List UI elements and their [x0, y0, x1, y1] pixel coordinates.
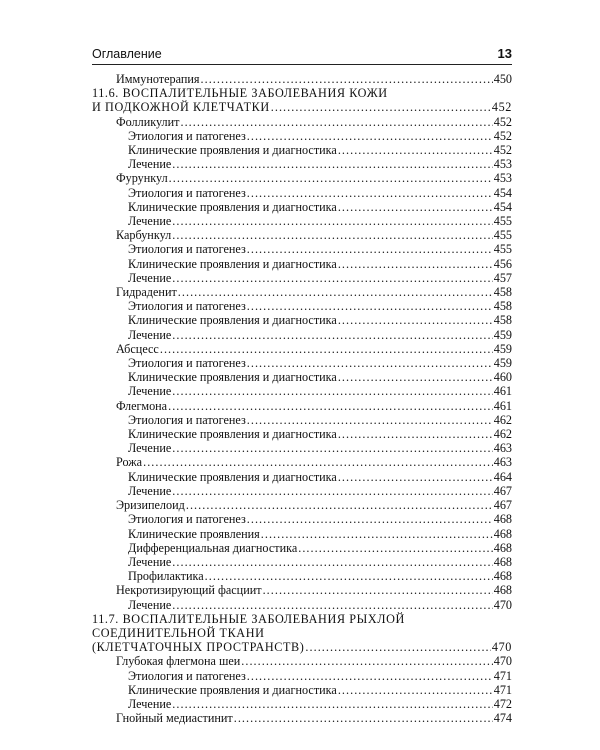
toc-entry[interactable]	[92, 313, 512, 327]
toc-entry-page: 468	[493, 540, 512, 555]
toc-entry-page: 456	[493, 256, 512, 271]
toc-entry[interactable]	[92, 541, 512, 555]
toc-entry-title: Гидраденит	[116, 285, 177, 300]
dot-leader	[263, 583, 493, 597]
dot-leader	[160, 342, 493, 356]
dot-leader	[338, 427, 493, 441]
toc-entry[interactable]	[92, 384, 512, 398]
toc-entry-title: Клинические проявления и диагностика	[128, 143, 337, 158]
toc-entry-page: 471	[493, 668, 512, 683]
dot-leader	[338, 313, 493, 327]
toc-entry-title: Иммунотерапия	[116, 72, 200, 86]
toc-entry[interactable]	[92, 342, 512, 356]
toc-entry[interactable]	[92, 200, 512, 214]
toc-entry-page: 462	[493, 412, 512, 427]
toc-entry-title: Лечение	[128, 483, 172, 498]
toc-entry-page: 452	[491, 100, 512, 115]
dot-leader	[338, 683, 493, 697]
toc-entry-page: 455	[493, 242, 512, 257]
dot-leader	[172, 271, 492, 285]
toc-entry[interactable]	[92, 427, 512, 441]
header-title: Оглавление	[92, 47, 162, 61]
dot-leader	[180, 115, 492, 129]
toc-entry[interactable]	[92, 129, 512, 143]
toc-entry-title: 11.7. ВОСПАЛИТЕЛЬНЫЕ ЗАБОЛЕВАНИЯ РЫХЛОЙ	[92, 611, 405, 626]
toc-entry-page: 452	[493, 143, 512, 158]
toc-entry-page: 459	[493, 327, 512, 342]
dot-leader	[241, 654, 492, 668]
toc-entry[interactable]	[92, 86, 512, 100]
dot-leader	[338, 470, 493, 484]
toc-entry-page: 455	[493, 228, 512, 243]
toc-entry-page: 458	[493, 299, 512, 314]
page-number: 13	[497, 46, 512, 61]
toc-entry[interactable]	[92, 356, 512, 370]
toc-entry-title: Гнойный медиастинит	[116, 711, 233, 726]
toc-entry-title: Фурункул	[116, 171, 168, 186]
dot-leader	[172, 555, 492, 569]
toc-entry[interactable]	[92, 626, 512, 640]
toc-entry[interactable]	[92, 257, 512, 271]
toc-entry-title: Клинические проявления и диагностика	[128, 256, 337, 271]
toc-entry-title: Этиология и патогенез	[128, 185, 246, 200]
toc-entry-title: Глубокая флегмона шеи	[116, 654, 241, 669]
toc-entry-page: 468	[493, 512, 512, 527]
dot-leader	[298, 541, 492, 555]
toc-entry-title: Карбункул	[116, 228, 172, 243]
toc-entry-title: Лечение	[128, 384, 172, 399]
toc-entry-title: Лечение	[128, 270, 172, 285]
toc-entry-title: Лечение	[128, 554, 172, 569]
dot-leader	[305, 640, 491, 654]
toc-entry-title: Клинические проявления и диагностика	[128, 469, 337, 484]
dot-leader	[172, 484, 492, 498]
toc-entry[interactable]	[92, 711, 512, 725]
toc-entry-title: 11.6. ВОСПАЛИТЕЛЬНЫЕ ЗАБОЛЕВАНИЯ КОЖИ	[92, 86, 388, 101]
toc-entry[interactable]	[92, 115, 512, 129]
toc-entry-page: 468	[493, 569, 512, 584]
table-of-contents	[92, 72, 512, 725]
toc-entry[interactable]	[92, 512, 512, 526]
toc-entry-title: Этиология и патогенез	[128, 668, 246, 683]
toc-entry[interactable]	[92, 100, 512, 114]
dot-leader	[338, 200, 493, 214]
dot-leader	[271, 100, 491, 114]
toc-entry-title: Фолликулит	[116, 114, 180, 129]
toc-entry-page: 474	[493, 711, 512, 726]
toc-entry[interactable]	[92, 441, 512, 455]
toc-entry-page: 468	[493, 554, 512, 569]
dot-leader	[172, 328, 492, 342]
toc-entry-title: Клинические проявления и диагностика	[128, 199, 337, 214]
toc-entry[interactable]	[92, 669, 512, 683]
dot-leader	[338, 370, 493, 384]
toc-entry[interactable]	[92, 498, 512, 512]
toc-entry[interactable]	[92, 72, 512, 86]
toc-entry[interactable]	[92, 370, 512, 384]
toc-entry-page: 467	[493, 498, 512, 513]
toc-entry-page: 459	[493, 341, 512, 356]
toc-entry-page: 463	[493, 441, 512, 456]
toc-entry-page: 461	[493, 398, 512, 413]
toc-entry-title: Рожа	[116, 455, 143, 470]
toc-entry-title: Этиология и патогенез	[128, 128, 246, 143]
toc-entry-page: 452	[493, 128, 512, 143]
dot-leader	[172, 697, 492, 711]
toc-entry[interactable]	[92, 527, 512, 541]
toc-entry-page: 455	[493, 214, 512, 229]
toc-entry-title: Лечение	[128, 327, 172, 342]
toc-entry-title: Этиология и патогенез	[128, 412, 246, 427]
toc-entry-title: Абсцесс	[116, 341, 159, 356]
toc-entry-title: Клинические проявления	[128, 526, 260, 541]
toc-entry-page: 458	[493, 285, 512, 300]
toc-entry[interactable]	[92, 143, 512, 157]
dot-leader	[247, 512, 493, 526]
toc-entry-page: 460	[493, 370, 512, 385]
toc-entry-title: Лечение	[128, 597, 172, 612]
dot-leader	[143, 455, 493, 469]
toc-entry[interactable]	[92, 171, 512, 185]
toc-entry-title: СОЕДИНИТЕЛЬНОЙ ТКАНИ	[92, 625, 265, 640]
toc-entry-title: Лечение	[128, 441, 172, 456]
toc-entry[interactable]	[92, 299, 512, 313]
dot-leader	[338, 143, 493, 157]
toc-entry-page: 450	[493, 72, 512, 86]
toc-entry[interactable]	[92, 640, 512, 654]
toc-entry-title: Лечение	[128, 214, 172, 229]
toc-entry-title: Профилактика	[128, 569, 204, 584]
toc-entry-page: 470	[491, 640, 512, 655]
toc-entry-page: 459	[493, 356, 512, 371]
dot-leader	[178, 285, 493, 299]
toc-entry-page: 462	[493, 427, 512, 442]
dot-leader	[247, 299, 493, 313]
toc-entry-title: Этиология и патогенез	[128, 512, 246, 527]
toc-entry-title: Дифференциальная диагностика	[128, 540, 298, 555]
dot-leader	[338, 257, 493, 271]
toc-entry[interactable]	[92, 214, 512, 228]
toc-entry-page: 470	[493, 654, 512, 669]
toc-entry-page: 472	[493, 696, 512, 711]
toc-entry[interactable]	[92, 583, 512, 597]
toc-entry[interactable]	[92, 484, 512, 498]
dot-leader	[169, 171, 493, 185]
toc-entry[interactable]	[92, 242, 512, 256]
dot-leader	[168, 399, 493, 413]
toc-entry-page: 458	[493, 313, 512, 328]
toc-entry[interactable]	[92, 697, 512, 711]
toc-entry-page: 461	[493, 384, 512, 399]
toc-entry[interactable]	[92, 654, 512, 668]
toc-entry[interactable]	[92, 569, 512, 583]
toc-entry[interactable]	[92, 285, 512, 299]
toc-entry-title: Клинические проявления и диагностика	[128, 427, 337, 442]
toc-entry[interactable]	[92, 228, 512, 242]
toc-entry[interactable]	[92, 555, 512, 569]
toc-entry-title: Флегмона	[116, 398, 168, 413]
toc-entry-title: И ПОДКОЖНОЙ КЛЕТЧАТКИ	[92, 100, 270, 115]
toc-entry-title: Этиология и патогенез	[128, 242, 246, 257]
toc-entry-page: 457	[493, 270, 512, 285]
toc-entry-title: Некротизирующий фасциит	[116, 583, 262, 598]
toc-entry[interactable]	[92, 157, 512, 171]
dot-leader	[247, 129, 493, 143]
toc-entry-title: Этиология и патогенез	[128, 299, 246, 314]
dot-leader	[172, 384, 492, 398]
dot-leader	[172, 157, 492, 171]
toc-entry-page: 471	[493, 682, 512, 697]
toc-entry[interactable]	[92, 328, 512, 342]
toc-entry-page: 470	[493, 597, 512, 612]
toc-entry-page: 468	[493, 526, 512, 541]
toc-entry[interactable]	[92, 683, 512, 697]
toc-entry[interactable]	[92, 413, 512, 427]
dot-leader	[234, 711, 493, 725]
dot-leader	[201, 72, 493, 86]
running-header	[92, 44, 512, 65]
toc-entry[interactable]	[92, 598, 512, 612]
dot-leader	[205, 569, 493, 583]
dot-leader	[247, 356, 493, 370]
toc-entry[interactable]	[92, 612, 512, 626]
toc-entry-title: Клинические проявления и диагностика	[128, 313, 337, 328]
toc-entry-page: 452	[493, 114, 512, 129]
toc-entry-page: 463	[493, 455, 512, 470]
toc-entry[interactable]	[92, 271, 512, 285]
toc-entry-title: (КЛЕТЧАТОЧНЫХ ПРОСТРАНСТВ)	[92, 640, 305, 655]
toc-entry-title: Лечение	[128, 696, 172, 711]
dot-leader	[186, 498, 493, 512]
dot-leader	[247, 242, 493, 256]
dot-leader	[172, 214, 492, 228]
toc-entry-page: 453	[493, 157, 512, 172]
toc-entry[interactable]	[92, 399, 512, 413]
dot-leader	[247, 669, 493, 683]
toc-entry[interactable]	[92, 455, 512, 469]
toc-entry-title: Этиология и патогенез	[128, 356, 246, 371]
dot-leader	[247, 413, 493, 427]
toc-entry-page: 454	[493, 199, 512, 214]
dot-leader	[247, 186, 493, 200]
toc-entry[interactable]	[92, 470, 512, 484]
toc-entry[interactable]	[92, 186, 512, 200]
dot-leader	[172, 598, 492, 612]
toc-entry-title: Эризипелоид	[116, 498, 185, 513]
toc-entry-page: 464	[493, 469, 512, 484]
toc-entry-title: Клинические проявления и диагностика	[128, 370, 337, 385]
dot-leader	[172, 441, 492, 455]
toc-entry-title: Клинические проявления и диагностика	[128, 682, 337, 697]
toc-entry-page: 467	[493, 483, 512, 498]
dot-leader	[172, 228, 493, 242]
toc-entry-title: Лечение	[128, 157, 172, 172]
toc-entry-page: 468	[493, 583, 512, 598]
toc-entry-page: 453	[493, 171, 512, 186]
toc-entry-page: 454	[493, 185, 512, 200]
dot-leader	[261, 527, 493, 541]
